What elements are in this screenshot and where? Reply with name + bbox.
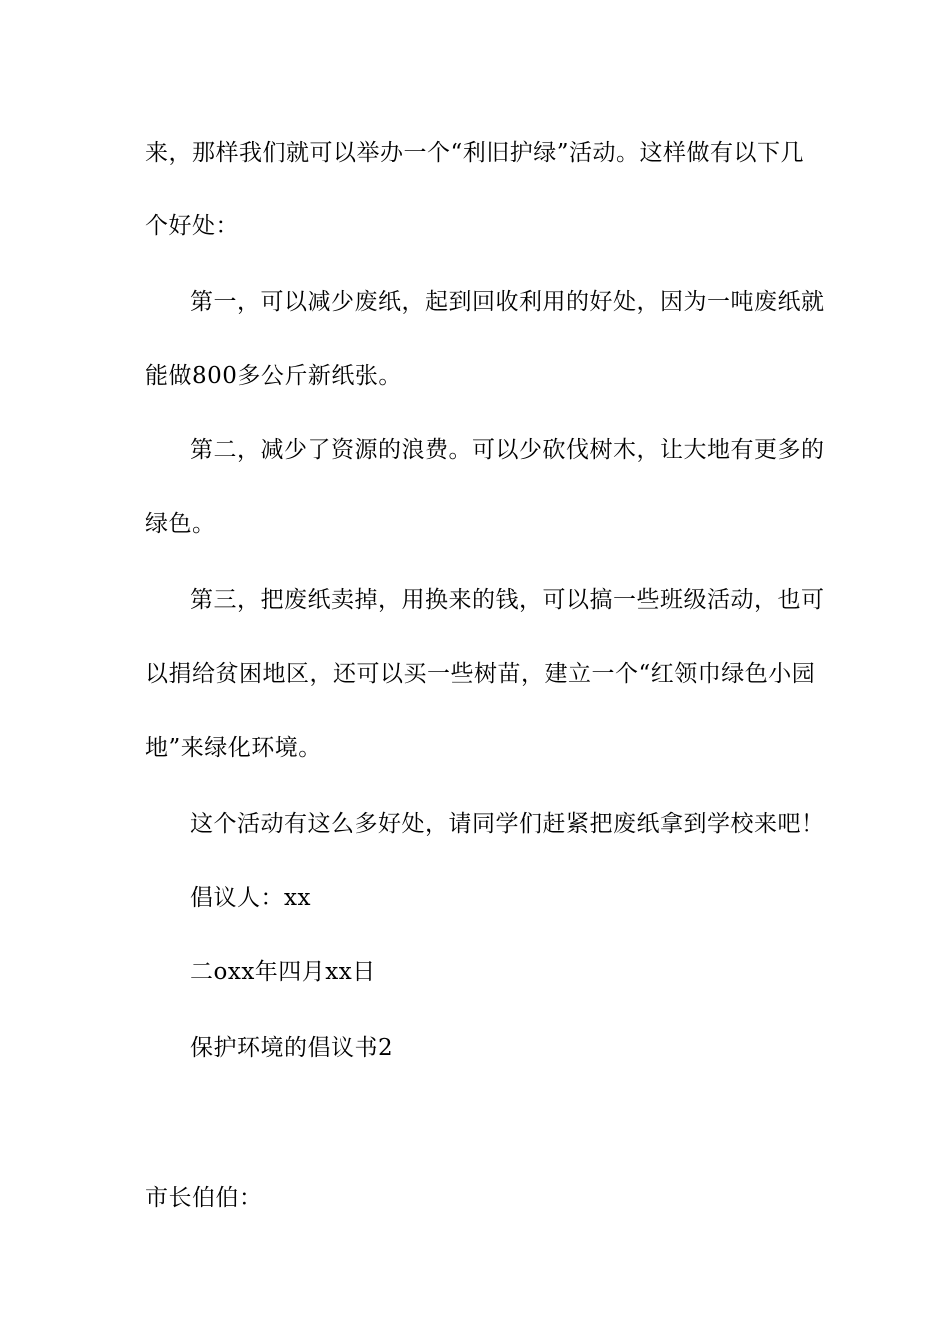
salutation-line: 市长伯伯： xyxy=(145,1185,263,1211)
paragraph-first-line-cont: 能做800多公斤新纸张。 xyxy=(145,363,402,389)
paragraph-second-line: 第二，减少了资源的浪费。可以少砍伐树木，让大地有更多的 xyxy=(190,437,825,463)
date-line: 二oxx年四月xx日 xyxy=(190,959,376,985)
proposer-line: 倡议人：xx xyxy=(190,885,311,911)
paragraph-first-line: 第一，可以减少废纸，起到回收利用的好处，因为一吨废纸就 xyxy=(190,289,825,315)
paragraph-line-2: 个好处： xyxy=(145,213,239,239)
paragraph-third-line-cont-1: 以捐给贫困地区，还可以买一些树苗，建立一个“红领巾绿色小园 xyxy=(145,661,816,687)
paragraph-third-line: 第三，把废纸卖掉，用换来的钱，可以搞一些班级活动，也可 xyxy=(190,587,825,613)
paragraph-second-line-cont: 绿色。 xyxy=(145,511,216,537)
section-title: 保护环境的倡议书2 xyxy=(190,1035,394,1061)
paragraph-third-line-cont-2: 地”来绿化环境。 xyxy=(145,735,322,761)
paragraph-line-1: 来，那样我们就可以举办一个“利旧护绿”活动。这样做有以下几 xyxy=(145,140,805,166)
closing-appeal-line: 这个活动有这么多好处，请同学们赶紧把废纸拿到学校来吧！ xyxy=(190,811,825,837)
